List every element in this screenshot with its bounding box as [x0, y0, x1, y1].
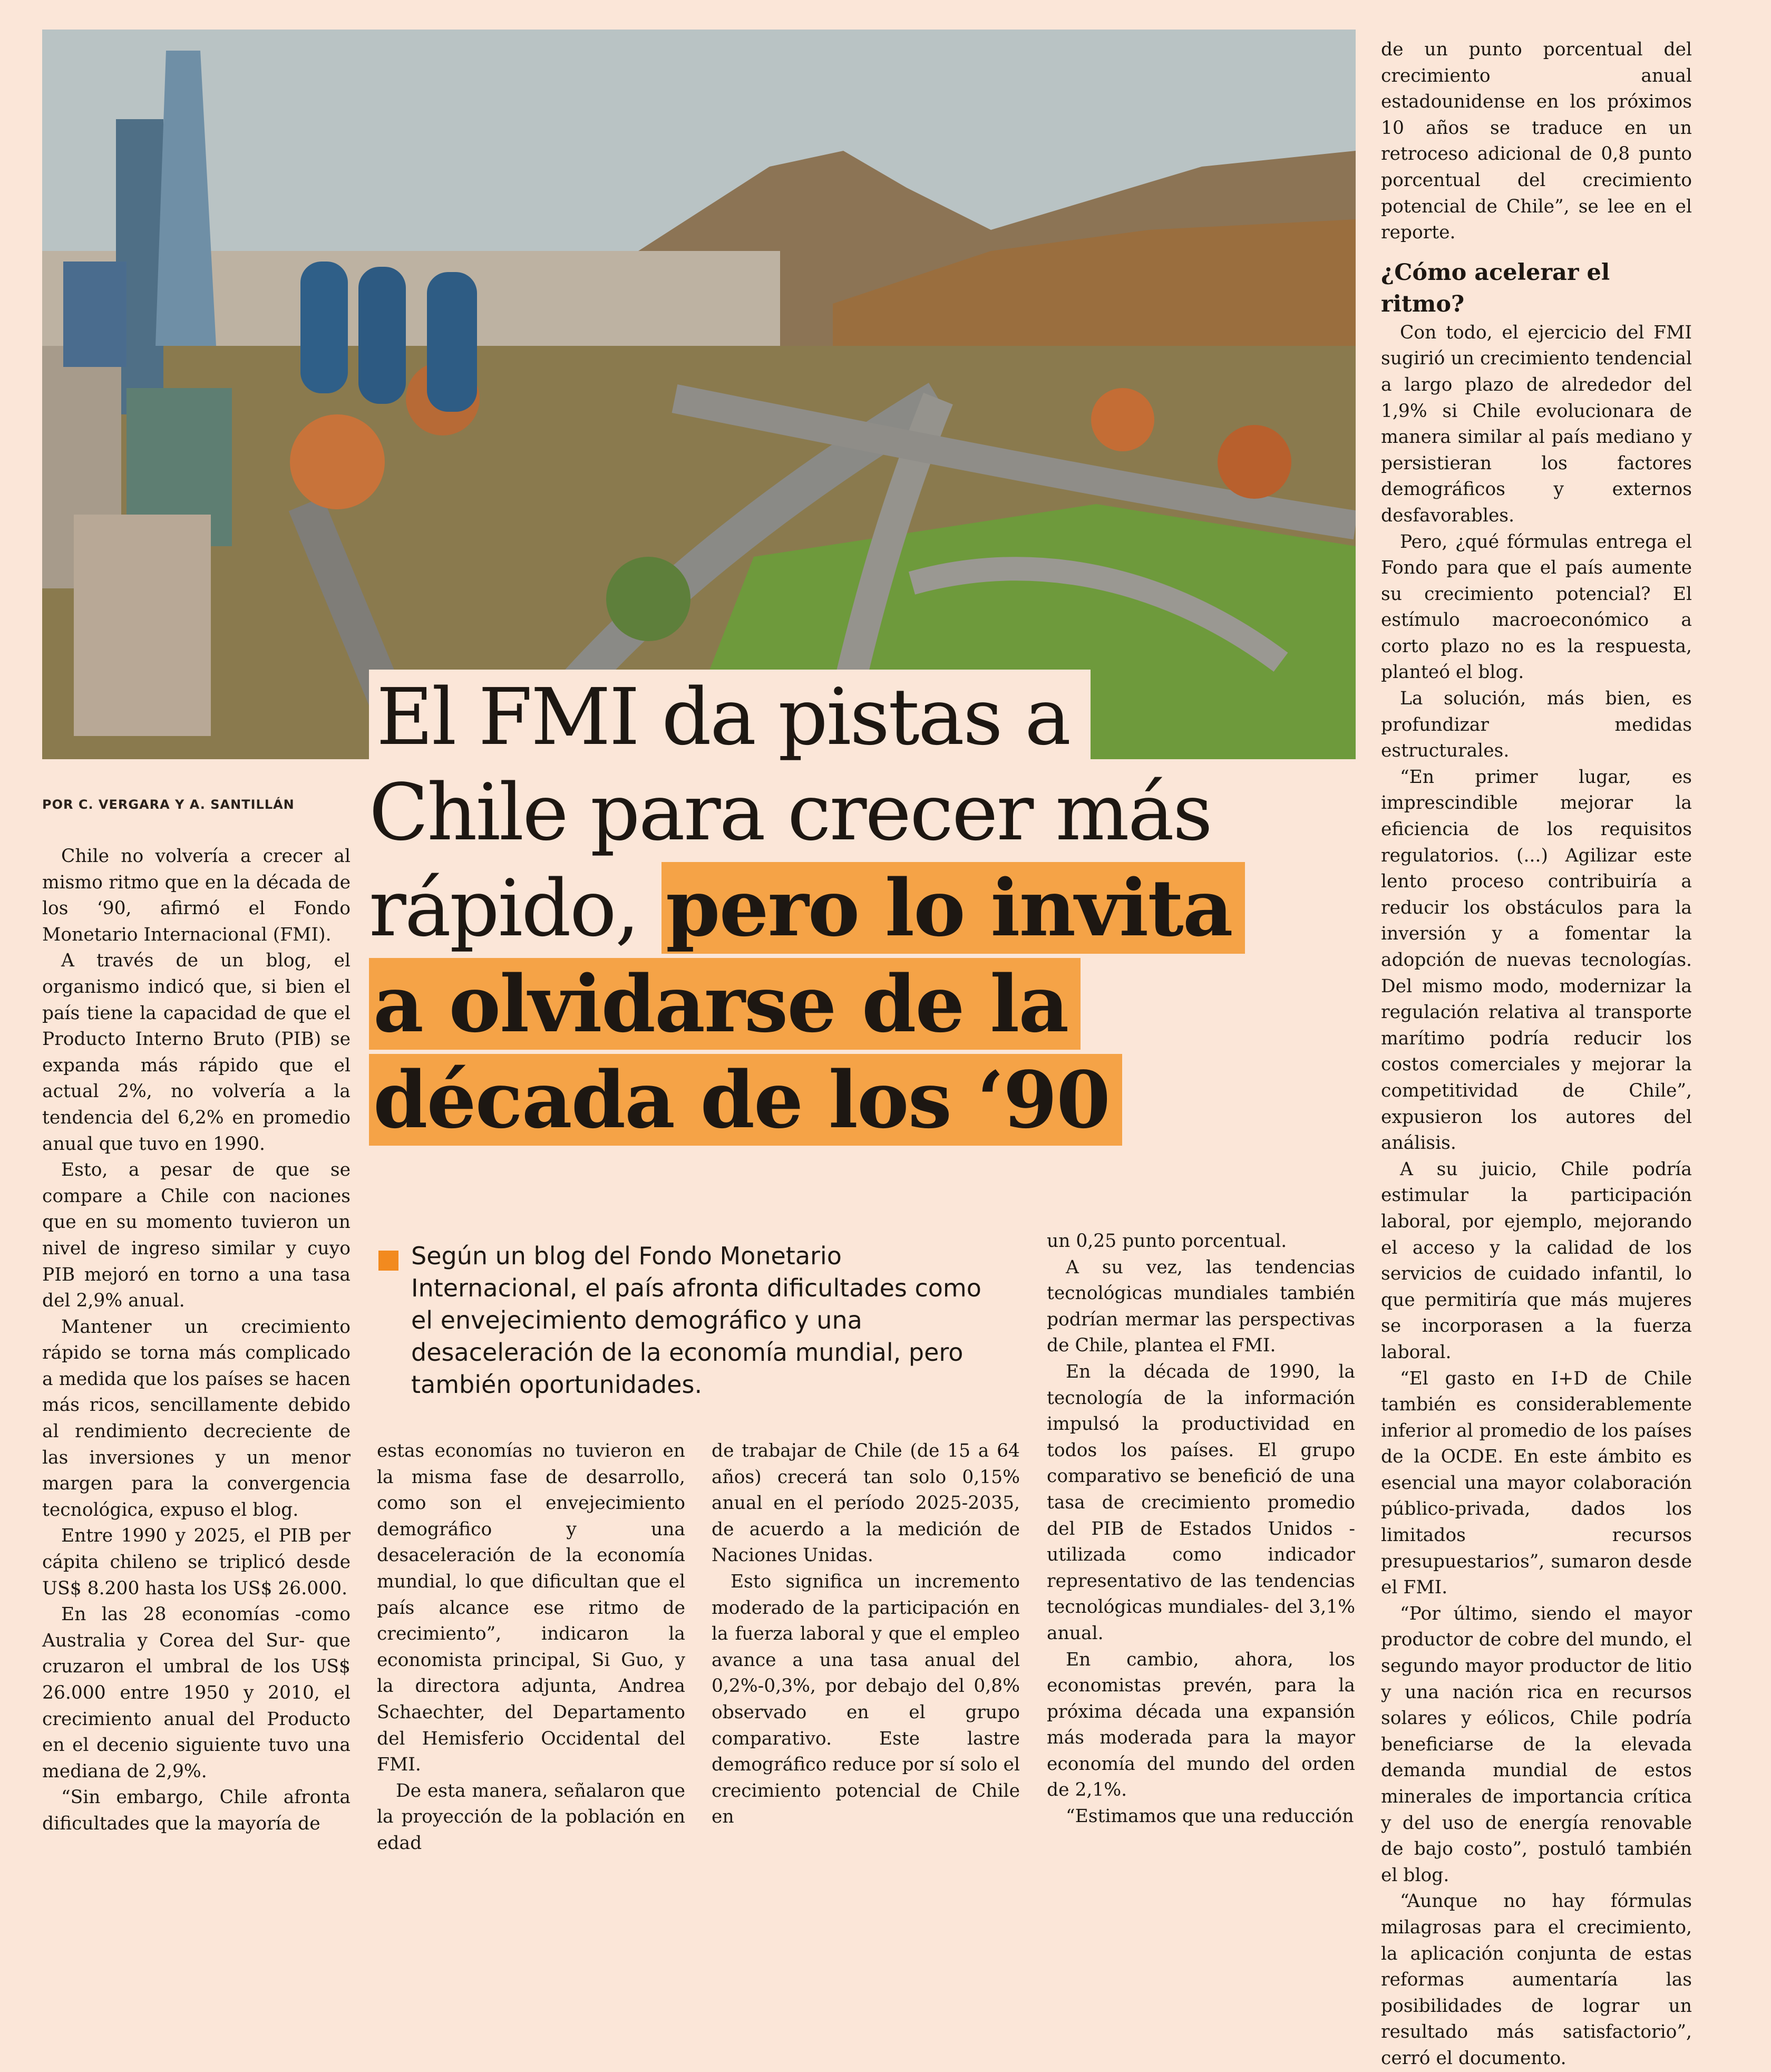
- col5-intro: de un punto porcentual del crecimiento anual estadounidense en los próximos 10 años se traduce en un retroceso adicional de 0,8 punto porcentual del crecimiento potencial de Chile”, se lee en el reporte.: [1381, 39, 1692, 244]
- col4-paragraph: “Estimamos que una reducción: [1066, 1806, 1354, 1827]
- column-1: [42, 844, 351, 1837]
- tower-cylinder: [427, 272, 477, 412]
- col4-paragraph: un 0,25 punto porcentual.: [1047, 1231, 1287, 1252]
- santiago-skyline-highway-photo: [42, 30, 1356, 759]
- col5-paragraph: “El gasto en I+D de Chile también es considerablemente inferior al promedio de los países de la OCDE. En este ámbito es esencial una mayor colaboración público-privada, dados los limitados recursos presupuestarios”, sumaron desde el FMI.: [1381, 1368, 1692, 1599]
- col4-paragraph: En cambio, ahora, los economistas prevén, para la próxima década una expansión más moderada para la mayor economía del mundo del orden de 2,1%.: [1047, 1649, 1355, 1801]
- col5-paragraph: A su juicio, Chile podría estimular la participación laboral, por ejemplo, mejorando el acceso y la calidad de los servicios de cuidado infantil, lo que permitiría que más mujeres se incorporasen a la fuerza laboral.: [1381, 1158, 1692, 1363]
- headline-part2: Chile para crecer más rápido,: [369, 767, 1211, 954]
- column-2: [377, 1438, 685, 1857]
- col3-paragraph: de trabajar de Chile (de 15 a 64 años) crecerá tan solo 0,15% anual en el período 2025-2035, de acuerdo a la medición de Naciones Unidas.: [712, 1440, 1020, 1566]
- building-blue: [63, 262, 126, 367]
- column-3: [712, 1438, 1020, 1831]
- photo-illustration: [42, 30, 1356, 759]
- col1-paragraph: Entre 1990 y 2025, el PIB per cápita chileno se triplicó desde US$ 8.200 hasta los US$ 26.000.: [42, 1525, 351, 1599]
- autumn-tree: [290, 414, 385, 509]
- col5-paragraph: Pero, ¿qué fórmulas entrega el Fondo para que el país aumente su crecimiento potencial? El estímulo macroeconómico a corto plazo no es la respuesta, planteó el blog.: [1381, 531, 1692, 683]
- col1-paragraph: Chile no volvería a crecer al mismo ritmo que en la década de los ‘90, afirmó el Fondo Monetario Internacional (FMI).: [42, 846, 351, 945]
- col1-paragraph: A través de un blog, el organismo indicó que, si bien el país tiene la capacidad de que el Producto Interno Bruto (PIB) se expanda más rápido que el actual 2%, no volvería a la tendencia del 6,2% en promedio anual que tuvo en 1990.: [42, 950, 351, 1155]
- column-4: [1047, 1228, 1355, 1830]
- green-tree: [606, 557, 690, 641]
- deck-text: Según un blog del Fondo Monetario Internacional, el país afronta dificultades como el envejecimiento demográfico y una desaceleración de la economía mundial, pero también oportunidades.: [411, 1242, 981, 1399]
- col5-subhead: ¿Cómo acelerar el ritmo?: [1381, 259, 1610, 317]
- col1-paragraph: Esto, a pesar de que se compare a Chile con naciones que en su momento tuvieron un nivel de ingreso similar y cuyo PIB mejoró en torno a una tasa del 2,9% anual.: [42, 1159, 351, 1312]
- col5-paragraph: “En primer lugar, es imprescindible mejorar la eficiencia de los requisitos regulatorios. (...) Agilizar este lento proceso contribuiría a reducir los obstáculos para la inversión y a fomentar la adopción de nuevas tecnologías. Del mismo modo, modernizar la regulación relativa al transporte marítimo podría reducir los costos comerciales y mejorar la competitividad de Chile”, expusieron los autores del análisis.: [1381, 766, 1692, 1154]
- col4-paragraph: A su vez, las tendencias tecnológicas mundiales también podrían mermar las perspectivas de Chile, plantea el FMI.: [1047, 1256, 1355, 1357]
- headline-highlight: pero lo invita a olvidarse de la década de los ‘90: [369, 862, 1245, 1146]
- column-5: [1381, 37, 1692, 2072]
- byline: POR C. VERGARA Y A. SANTILLÁN: [42, 797, 295, 812]
- col1-paragraph: Mantener un crecimiento rápido se torna más complicado a medida que los países se hacen más ricos, sencillamente debido al rendimiento decreciente de las inversiones y un menor margen para la convergencia tecnológica, expuso el blog.: [42, 1316, 351, 1521]
- col2-paragraph: estas economías no tuvieron en la misma fase de desarrollo, como son el envejecimiento demográfico y una desaceleración de la economía mundial, lo que dificultan que el país alcance ese ritmo de crecimiento”, indicaron la economista principal, Si Guo, y la directora adjunta, Andrea Schaechter, del Departamento del Hemisferio Occidental del FMI.: [377, 1440, 685, 1776]
- tower-cylinder: [358, 267, 406, 404]
- col5-paragraph: “Por último, siendo el mayor productor de cobre del mundo, el segundo mayor productor de litio y una nación rica en recursos solares y eólicos, Chile podría beneficiarse de la elevada demanda mundial de estos minerales de importancia crítica y del uso de energía renovable de bajo costo”, postuló también el blog.: [1381, 1603, 1692, 1886]
- col4-paragraph: En la década de 1990, la tecnología de la información impulsó la productividad en todos los países. El grupo comparativo se benefició de una tasa de crecimiento promedio del PIB de Estados Unidos -utilizada como indicador representativo de las tendencias tecnológicas mundiales- del 3,1% anual.: [1047, 1361, 1355, 1644]
- deck-bullet-square: [378, 1251, 398, 1271]
- col5-paragraph: Con todo, el ejercicio del FMI sugirió un crecimiento tendencial a largo plazo de alrededor del 1,9% si Chile evolucionara de manera similar al país mediano y persistieran los factores demográficos y externos desfavorables.: [1381, 322, 1692, 526]
- building-apartments: [74, 515, 211, 736]
- headline-part1: El FMI da pistas a: [369, 670, 1091, 762]
- col5-paragraph: La solución, más bien, es profundizar medidas estructurales.: [1381, 688, 1692, 762]
- col3-paragraph: Esto significa un incremento moderado de la participación en la fuerza laboral y que el empleo avance a una tasa anual del 0,2%-0,3%, por debajo del 0,8% observado en el grupo comparativo. Este lastre demográfico reduce por sí solo el crecimiento potencial de Chile en: [712, 1571, 1020, 1828]
- col5-paragraph: “Aunque no hay fórmulas milagrosas para el crecimiento, la aplicación conjunta de estas reformas aumentaría las posibilidades de lograr un resultado más satisfactorio”, cerró el documento.: [1381, 1891, 1692, 2069]
- tower-cylinder: [300, 262, 348, 393]
- autumn-tree: [1091, 388, 1154, 451]
- headline: [369, 670, 1265, 1148]
- col1-paragraph: “Sin embargo, Chile afronta dificultades que la mayoría de: [42, 1787, 351, 1834]
- autumn-tree: [1218, 425, 1291, 499]
- col1-paragraph: En las 28 economías -como Australia y Corea del Sur- que cruzaron el umbral de los US$ 26.000 entre 1950 y 2010, el crecimiento anual del Producto en el decenio siguiente tuvo una mediana de 2,9%.: [42, 1604, 351, 1782]
- col2-paragraph: De esta manera, señalaron que la proyección de la población en edad: [377, 1780, 685, 1854]
